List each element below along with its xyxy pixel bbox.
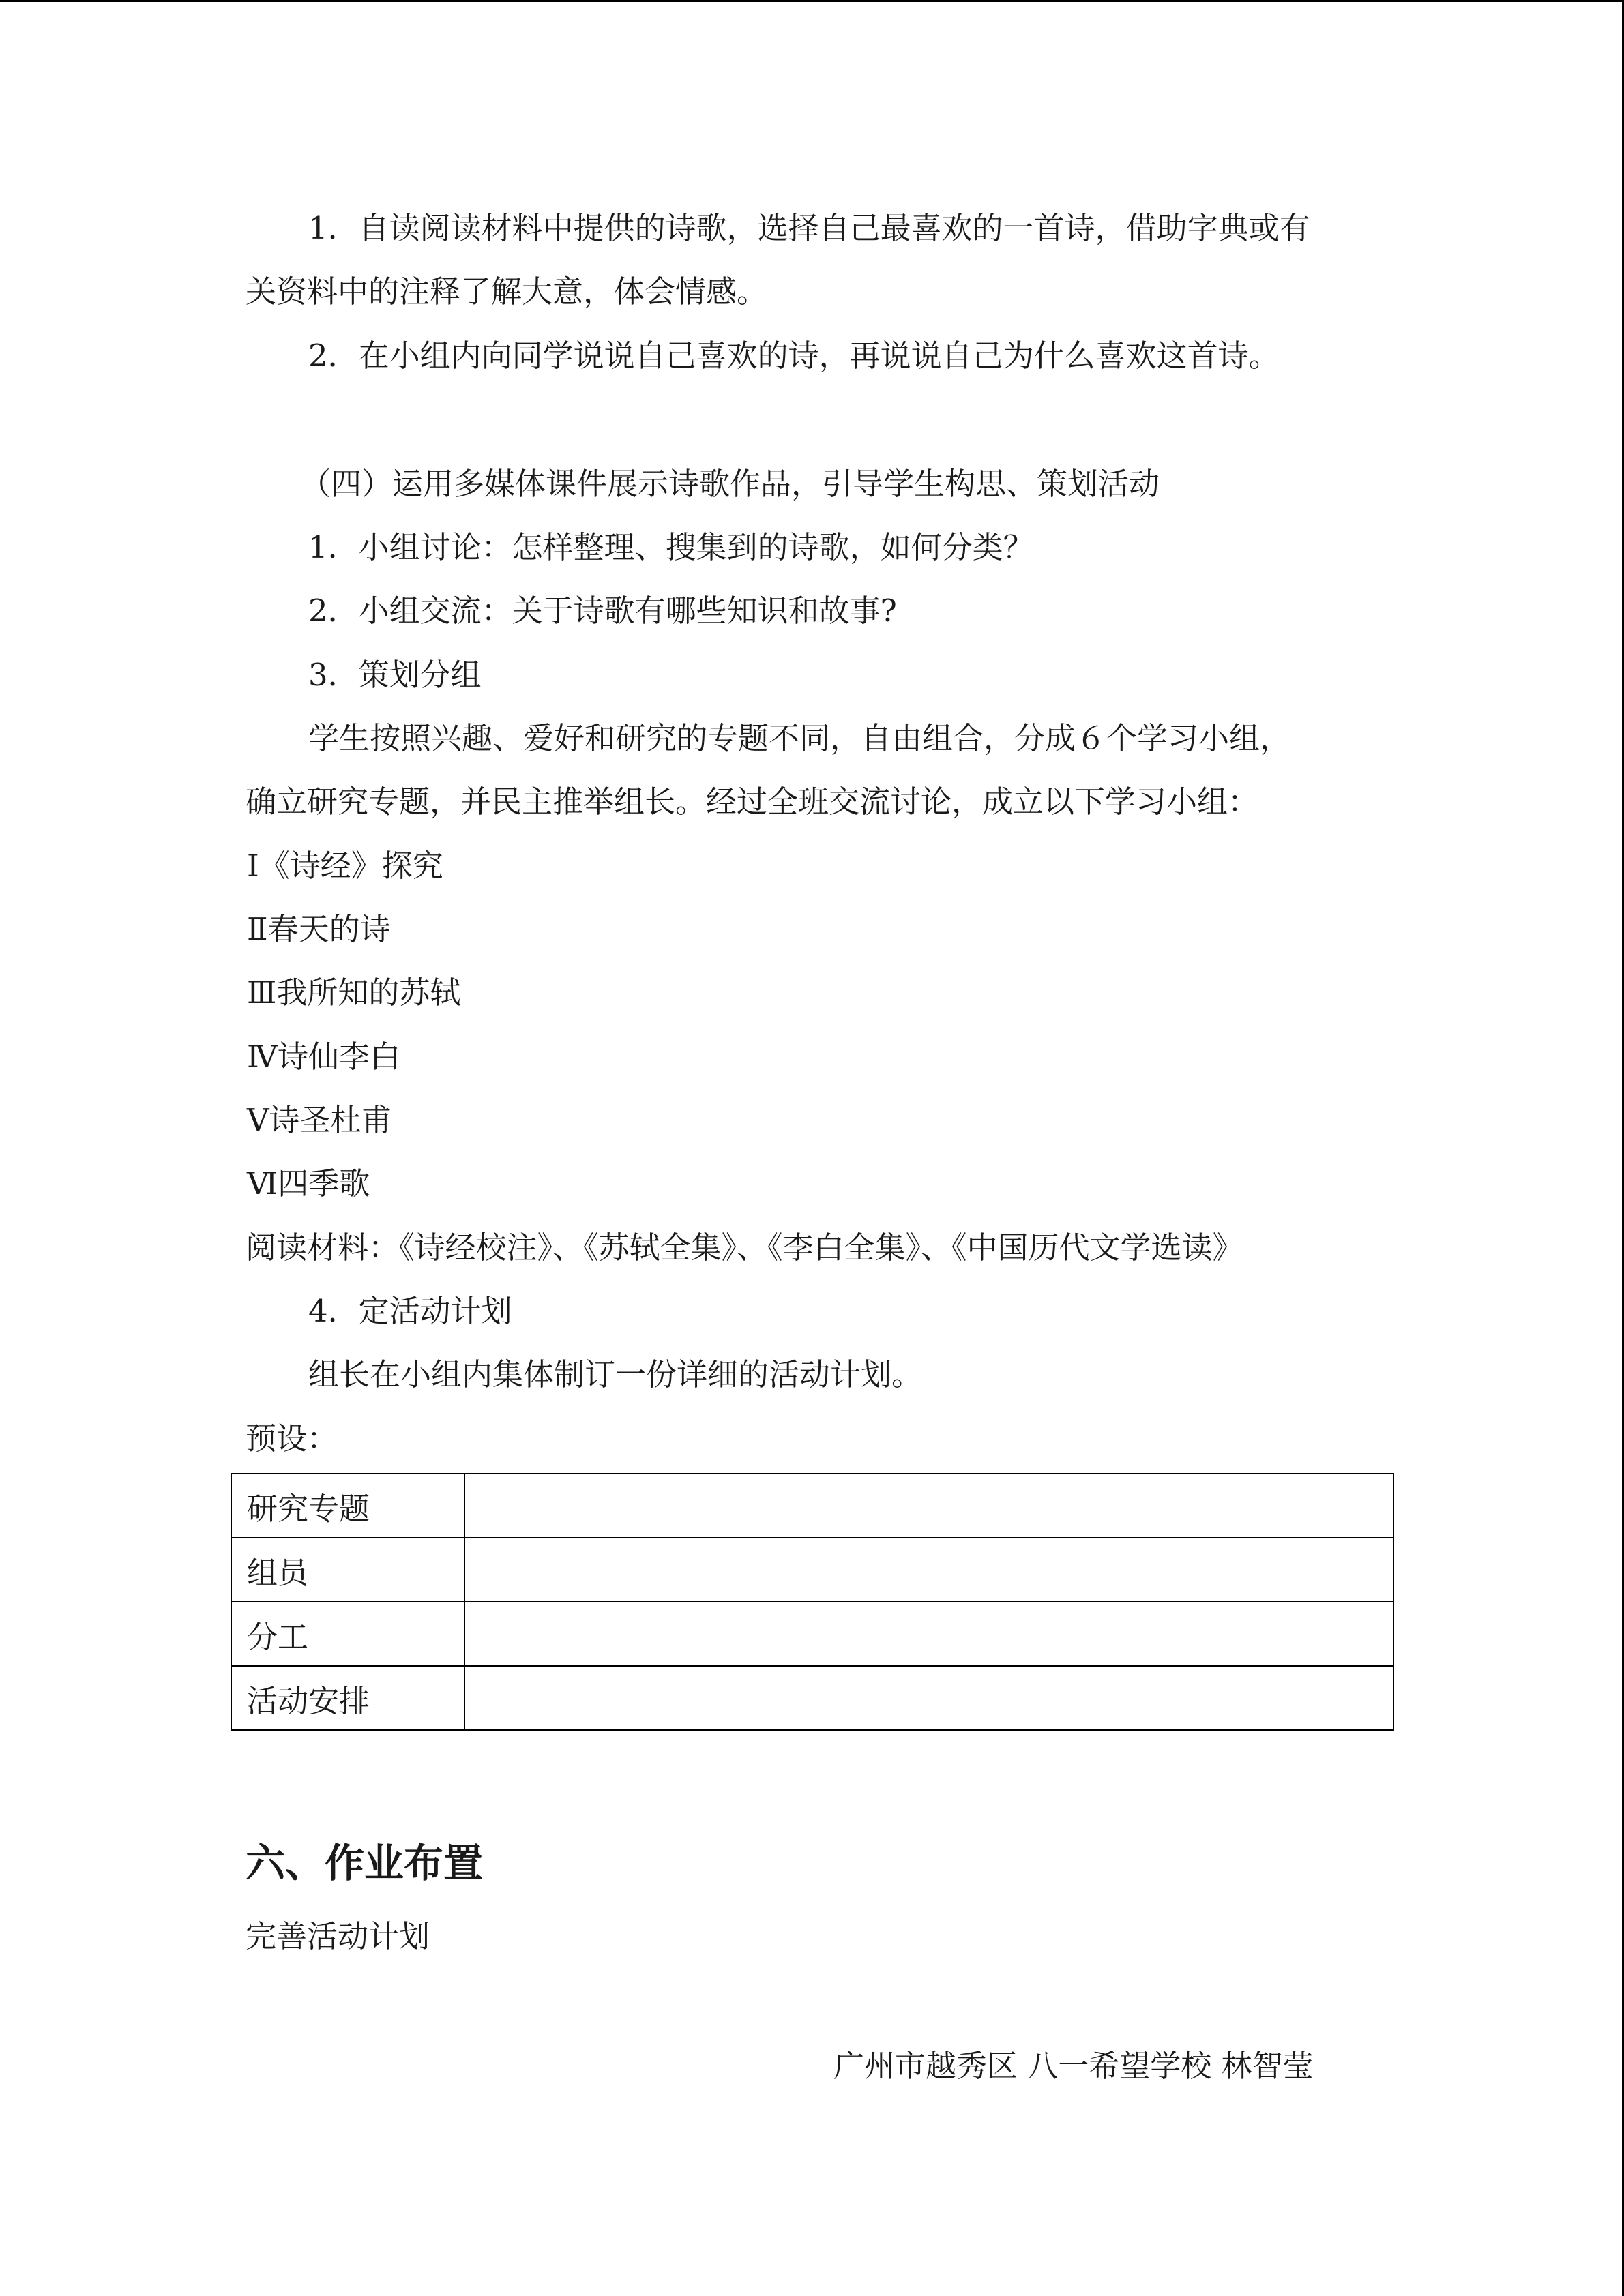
row-label: 活动安排	[231, 1666, 464, 1730]
group-item: Ⅵ四季歌	[247, 1165, 370, 1202]
table-row	[231, 1474, 1393, 1538]
table-row	[231, 1602, 1393, 1666]
section6-content: 完善活动计划	[246, 1918, 430, 1954]
group-item: Ⅰ《诗经》探究	[247, 848, 443, 884]
group-item: Ⅳ诗仙李白	[247, 1039, 400, 1075]
row-label: 组员	[231, 1538, 464, 1602]
group-item: Ⅲ我所知的苏轼	[247, 974, 461, 1011]
preset-label: 预设：	[246, 1420, 338, 1457]
row-label: 分工	[231, 1602, 464, 1666]
part4-para-line2: 确立研究专题，并民主推举组长。经过全班交流讨论，成立以下学习小组：	[246, 784, 1259, 820]
group-item: Ⅱ春天的诗	[247, 911, 391, 947]
item1-line2: 关资料中的注释了解大意，体会情感。	[246, 273, 768, 310]
plan-table	[231, 1473, 1394, 1731]
row-value	[464, 1666, 1393, 1730]
row-value	[464, 1602, 1393, 1666]
group-item: Ⅴ诗圣杜甫	[247, 1102, 392, 1138]
part4-para-line1: 学生按照兴趣、爱好和研究的专题不同，自由组合，分成６个学习小组，	[308, 720, 1291, 756]
part4-title: （四）运用多媒体课件展示诗歌作品，引导学生构思、策划活动	[300, 466, 1160, 502]
reading-materials: 阅读材料：《诗经校注》、《苏轼全集》、《李白全集》、《中国历代文学选读》	[246, 1229, 1243, 1266]
table-row	[231, 1538, 1393, 1602]
item2: 2．在小组内向同学说说自己喜欢的诗，再说说自己为什么喜欢这首诗。	[308, 338, 1280, 374]
author-signature: 广州市越秀区 八一希望学校 林智莹	[833, 2048, 1314, 2084]
part4-step3: 3．策划分组	[308, 657, 482, 693]
row-value	[464, 1474, 1393, 1538]
part4-step1: 1．小组讨论：怎样整理、搜集到的诗歌，如何分类？	[308, 529, 1034, 565]
row-value	[464, 1538, 1393, 1602]
table-row	[231, 1666, 1393, 1730]
section6-heading: 六、作业布置	[246, 1840, 484, 1886]
part4-step4: 4．定活动计划	[308, 1293, 512, 1329]
part4-step4-desc: 组长在小组内集体制订一份详细的活动计划。	[308, 1356, 923, 1392]
part4-step2: 2．小组交流：关于诗歌有哪些知识和故事?	[308, 593, 897, 629]
row-label: 研究专题	[231, 1474, 464, 1538]
item1-line1: 1．自读阅读材料中提供的诗歌，选择自己最喜欢的一首诗，借助字典或有	[308, 210, 1310, 246]
